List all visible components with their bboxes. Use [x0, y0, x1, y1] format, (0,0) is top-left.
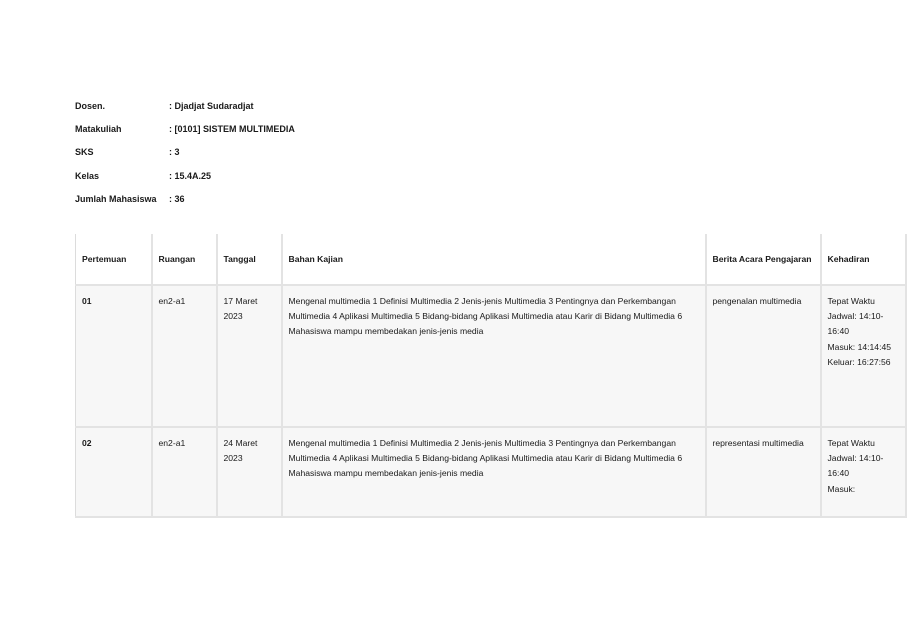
kehadiran-status: Tepat Waktu — [827, 438, 875, 448]
course-info — [75, 94, 295, 210]
attendance-table — [75, 234, 907, 518]
cell-ruangan: en2-a1 — [152, 427, 217, 517]
matakuliah-value: : [0101] SISTEM MULTIMEDIA — [169, 123, 295, 134]
matakuliah-label: Matakuliah — [75, 123, 122, 134]
jumlah-label: Jumlah Mahasiswa — [75, 193, 157, 204]
kehadiran-jadwal: Jadwal: 14:10-16:40 — [827, 311, 884, 337]
cell-tanggal: 24 Maret 2023 — [217, 427, 282, 517]
table-header-row — [76, 234, 906, 285]
cell-berita-acara: pengenalan multimedia — [706, 285, 821, 427]
kelas-value: : 15.4A.25 — [169, 170, 212, 181]
attendance-table-container — [75, 234, 892, 518]
sks-label: SKS — [75, 147, 94, 158]
cell-pertemuan: 02 — [76, 427, 152, 517]
dosen-label: Dosen. — [75, 100, 106, 111]
info-row-dosen — [75, 94, 295, 117]
kehadiran-jadwal: Jadwal: 14:10-16:40 — [827, 453, 884, 479]
info-row-matakuliah — [75, 117, 295, 140]
dosen-value: : Djadjat Sudaradjat — [169, 100, 254, 111]
cell-kehadiran — [821, 285, 906, 427]
header-berita-acara: Berita Acara Pengajaran — [706, 234, 821, 285]
kelas-label: Kelas — [75, 170, 100, 181]
header-bahan-kajian: Bahan Kajian — [282, 234, 706, 285]
header-tanggal: Tanggal — [217, 234, 282, 285]
cell-ruangan: en2-a1 — [152, 285, 217, 427]
kehadiran-status: Tepat Waktu — [827, 296, 875, 306]
header-kehadiran: Kehadiran — [821, 234, 906, 285]
cell-tanggal: 17 Maret 2023 — [217, 285, 282, 427]
header-ruangan: Ruangan — [152, 234, 217, 285]
cell-bahan-kajian: Mengenal multimedia 1 Definisi Multimedia 2 Jenis-jenis Multimedia 3 Pentingnya dan Perkembangan Multimedia 4 Aplikasi Multimedia 5 Bidang-bidang Aplikasi Multimedia atau Karir di Bidang Multimedia 6 Mahasiswa mampu membedakan jenis-jenis media — [282, 427, 706, 517]
kehadiran-keluar: Keluar: 16:27:56 — [827, 356, 891, 367]
header-pertemuan: Pertemuan — [76, 234, 152, 285]
kehadiran-masuk: Masuk: — [827, 483, 856, 494]
sks-value: : 3 — [169, 147, 180, 158]
kehadiran-masuk: Masuk: 14:14:45 — [827, 341, 892, 352]
cell-pertemuan: 01 — [76, 285, 152, 427]
table-row — [76, 427, 906, 517]
info-row-kelas — [75, 164, 295, 187]
cell-bahan-kajian: Mengenal multimedia 1 Definisi Multimedia 2 Jenis-jenis Multimedia 3 Pentingnya dan Perkembangan Multimedia 4 Aplikasi Multimedia 5 Bidang-bidang Aplikasi Multimedia atau Karir di Bidang Multimedia 6 Mahasiswa mampu membedakan jenis-jenis media — [282, 285, 706, 427]
info-row-jumlah — [75, 187, 295, 210]
jumlah-value: : 36 — [169, 193, 185, 204]
info-row-sks — [75, 141, 295, 164]
cell-berita-acara: representasi multimedia — [706, 427, 821, 517]
cell-kehadiran — [821, 427, 906, 517]
table-row — [76, 285, 906, 427]
